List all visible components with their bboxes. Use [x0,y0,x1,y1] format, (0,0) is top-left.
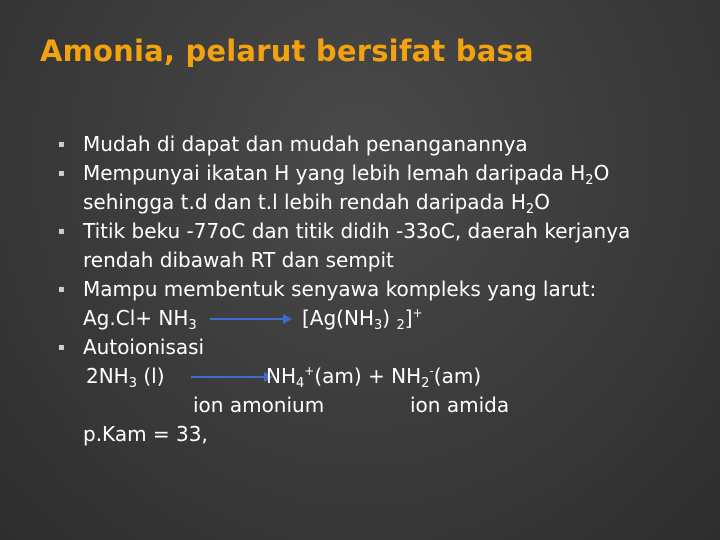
bullet-1-text: Mudah di dapat dan mudah penanganannya [83,132,528,156]
reaction-2-reactant: $2NH_3$ (l) [86,364,165,391]
bullet-4 [58,275,698,304]
pkam-line [58,420,698,449]
bullet-1 [58,130,698,159]
reaction-arrow-icon [210,318,290,320]
reaction-2-products: $NH_4^+(am) + NH_2^-(am)$ [266,364,482,391]
reaction-2 [58,362,698,391]
bullet-2-continuation [58,188,698,217]
slide-title: Amonia, pelarut bersifat basa [40,34,534,68]
bullet-marker: ▪ [58,139,65,150]
bullet-2-cont-text: sehingga t.d dan t.l lebih rendah daripada $H_2O$ [83,190,550,217]
slide-content [58,130,698,449]
ion-amonium-label: ion amonium [193,393,325,417]
ion-labels [58,391,698,420]
bullet-marker: ▪ [58,226,65,237]
bullet-marker: ▪ [58,168,65,179]
bullet-4-text: Mampu membentuk senyawa kompleks yang larut: [83,277,597,301]
reaction-1-product: [$Ag(NH_3)$ $_2$]+ [302,306,423,333]
bullet-3-continuation [58,246,698,275]
ion-amida-label: ion amida [410,393,510,417]
bullet-3-text: Titik beku -77oC dan titik didih -33oC, daerah kerjanya [83,219,631,243]
reaction-1-reactants: $Ag.Cl+ NH_3$ [83,306,197,333]
reaction-arrow-icon [191,376,271,378]
pkam-text: p.Kam = 33, [83,422,208,446]
bullet-marker: ▪ [58,342,65,353]
reaction-1 [58,304,698,333]
bullet-3-cont-text: rendah dibawah RT dan sempit [83,248,394,272]
bullet-2-text: Mempunyai ikatan H yang lebih lemah daripada $H_2O$ [83,161,610,188]
bullet-5 [58,333,698,362]
bullet-2 [58,159,698,188]
bullet-marker: ▪ [58,284,65,295]
bullet-5-text: Autoionisasi [83,335,205,359]
bullet-3 [58,217,698,246]
